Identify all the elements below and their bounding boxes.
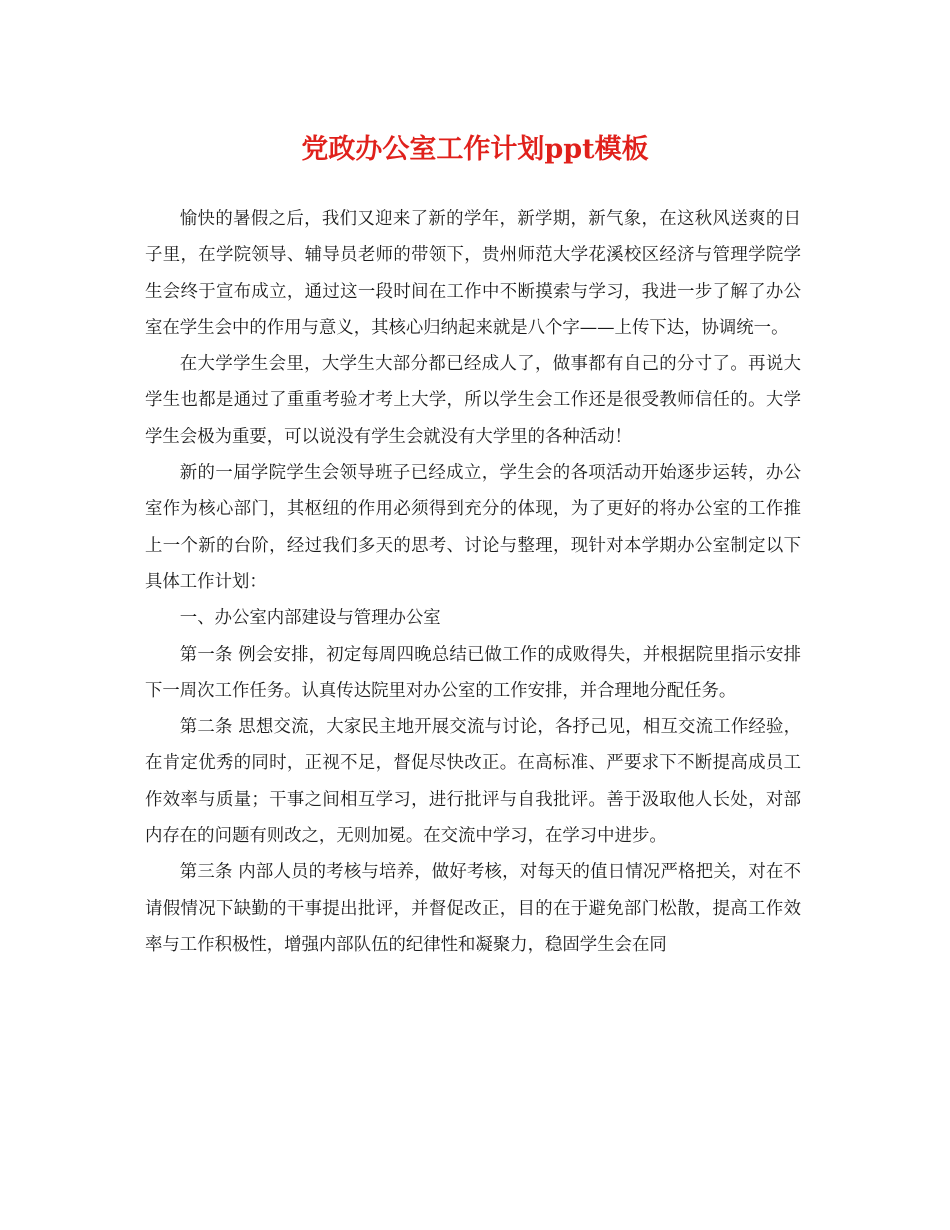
article-1-meetings: 第一条 例会安排，初定每周四晚总结已做工作的成败得失，并根据院里指示安排下一周次工作任务。认真传达院里对办公室的工作安排，并合理地分配任务。 [145,644,801,701]
paragraph-new-leadership: 新的一届学院学生会领导班子已经成立，学生会的各项活动开始逐步运转，办公室作为核心部门，其枢纽的作用必须得到充分的体现，为了更好的将办公室的工作推上一个新的台阶，经过我们多天的思考、讨论与整理，现针对本学期办公室制定以下具体工作计划： [145,463,801,592]
section-heading-internal-management: 一、办公室内部建设与管理办公室 [179,608,441,629]
article-2-exchange: 第二条 思想交流，大家民主地开展交流与讨论，各抒己见，相互交流工作经验，在肯定优秀的同时，正视不足，督促尽快改正。在高标准、严要求下不断提高成员工作效率与质量；干事之间相互学习，进行批评与自我批评。善于汲取他人长处，对部内存在的问题有则改之，无则加冕。在交流中学习，在学习中进步。 [145,717,801,847]
document-body [145,201,801,963]
paragraph-intro: 愉快的暑假之后，我们又迎来了新的学年，新学期，新气象，在这秋风送爽的日子里，在学院领导、辅导员老师的带领下，贵州师范大学花溪校区经济与管理学院学生会终于宣布成立，通过这一段时间在工作中不断摸索与学习，我进一步了解了办公室在学生会中的作用与意义，其核心归纳起来就是八个字——上传下达，协调统一。 [145,209,801,338]
article-3-assessment: 第三条 内部人员的考核与培养，做好考核，对每天的值日情况严格把关，对在不请假情况下缺勤的干事提出批评，并督促改正，目的在于避免部门松散，提高工作效率与工作积极性，增强内部队伍的纪律性和凝聚力，稳固学生会在同 [145,862,801,955]
document-title: 党政办公室工作计划ppt模板 [301,134,649,165]
paragraph-student-union: 在大学学生会里，大学生大部分都已经成人了，做事都有自己的分寸了。再说大学生也都是通过了重重考验才考上大学，所以学生会工作还是很受教师信任的。大学学生会极为重要，可以说没有学生会就没有大学里的各种活动！ [145,354,801,447]
